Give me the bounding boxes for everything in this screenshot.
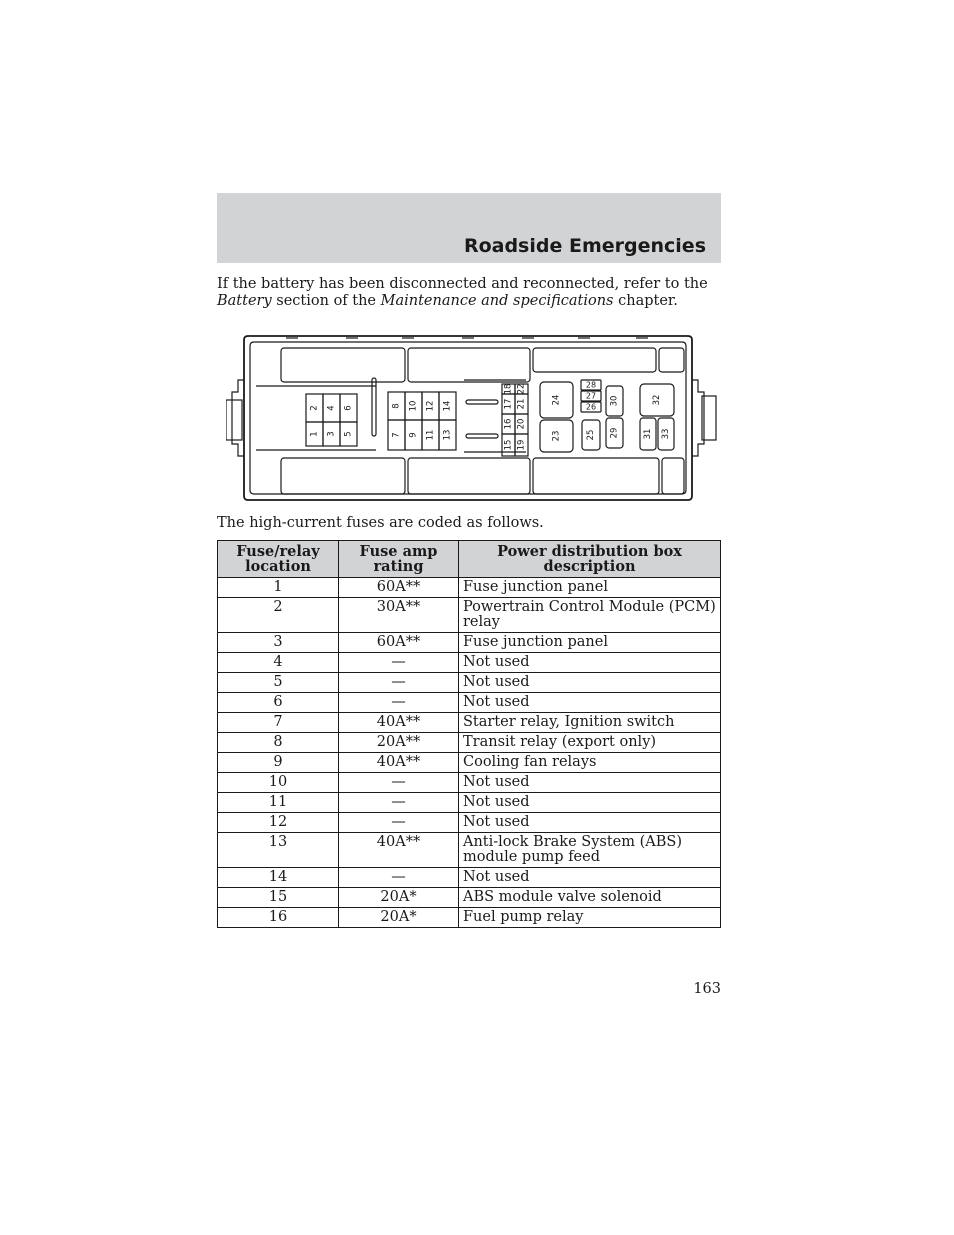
table-row (218, 888, 721, 908)
cell-description: Not used (459, 693, 721, 713)
fuse-label: 13 (442, 429, 453, 441)
cell-rating: 40A** (339, 713, 459, 733)
cell-rating: — (339, 868, 459, 888)
cell-description: Fuel pump relay (459, 908, 721, 928)
cell-rating: 40A** (339, 753, 459, 773)
intro-battery-ref: Battery (217, 293, 272, 309)
cell-location: 13 (218, 833, 339, 868)
fuse-label: 33 (661, 428, 671, 440)
fuse-label: 8 (391, 403, 402, 409)
cell-rating: 30A** (339, 598, 459, 633)
cell-location: 6 (218, 693, 339, 713)
cell-description: Not used (459, 653, 721, 673)
cell-location: 7 (218, 713, 339, 733)
cell-location: 2 (218, 598, 339, 633)
cell-description: Cooling fan relays (459, 753, 721, 773)
table-row (218, 773, 721, 793)
table-row (218, 693, 721, 713)
cell-description: Not used (459, 673, 721, 693)
fuse-label: 4 (326, 405, 337, 411)
table-row (218, 673, 721, 693)
cell-location: 16 (218, 908, 339, 928)
cell-description: Transit relay (export only) (459, 733, 721, 753)
fuse-label: 9 (408, 432, 419, 438)
section-title: Roadside Emergencies (463, 235, 706, 257)
fuse-label: 25 (586, 429, 596, 441)
intro-chapter-ref: Maintenance and specifications (380, 293, 614, 309)
fuse-label: 20 (516, 418, 527, 430)
fuse-box-diagram (226, 330, 718, 502)
fuse-label: 32 (652, 394, 662, 406)
cell-location: 4 (218, 653, 339, 673)
cell-rating: — (339, 693, 459, 713)
cell-location: 15 (218, 888, 339, 908)
cell-description: Anti-lock Brake System (ABS) module pump feed (459, 833, 721, 868)
cell-rating: 20A* (339, 888, 459, 908)
fuse-label: 30 (609, 395, 620, 407)
fuse-label: 16 (503, 418, 514, 430)
cell-description: Not used (459, 813, 721, 833)
fuse-label: 14 (442, 400, 453, 412)
table-row (218, 753, 721, 773)
fuse-label: 5 (343, 431, 354, 437)
fuse-label: 29 (609, 427, 620, 439)
cell-description: Starter relay, Ignition switch (459, 713, 721, 733)
cell-location: 9 (218, 753, 339, 773)
fuse-label: 19 (516, 439, 527, 451)
page-number: 163 (693, 981, 721, 997)
cell-rating: — (339, 813, 459, 833)
fuse-label: 7 (391, 432, 402, 438)
cell-description: Not used (459, 868, 721, 888)
cell-description: Powertrain Control Module (PCM) relay (459, 598, 721, 633)
table-caption: The high-current fuses are coded as follows. (217, 515, 544, 531)
cell-rating: 60A** (339, 633, 459, 653)
table-row (218, 813, 721, 833)
cell-description: ABS module valve solenoid (459, 888, 721, 908)
fuse-label: 15 (503, 439, 514, 451)
cell-description: Fuse junction panel (459, 633, 721, 653)
fuse-table-header-row (218, 541, 721, 578)
fuse-label: 18 (503, 383, 514, 395)
table-row (218, 833, 721, 868)
fuse-label: 28 (585, 380, 597, 390)
table-row (218, 578, 721, 598)
cell-rating: — (339, 773, 459, 793)
table-row (218, 733, 721, 753)
table-row (218, 713, 721, 733)
column-header-description: Power distribution box description (459, 541, 721, 578)
cell-rating: 40A** (339, 833, 459, 868)
cell-location: 3 (218, 633, 339, 653)
cell-rating: 20A** (339, 733, 459, 753)
fuse-label: 23 (551, 430, 562, 442)
column-header-location: Fuse/relay location (218, 541, 339, 578)
cell-rating: 60A** (339, 578, 459, 598)
column-header-rating: Fuse amp rating (339, 541, 459, 578)
cell-location: 5 (218, 673, 339, 693)
table-row (218, 908, 721, 928)
intro-text-2: section of the (271, 293, 381, 309)
cell-location: 8 (218, 733, 339, 753)
fuse-label: 21 (516, 398, 527, 410)
cell-description: Not used (459, 773, 721, 793)
table-row (218, 633, 721, 653)
cell-location: 10 (218, 773, 339, 793)
fuse-label: 3 (326, 431, 337, 437)
cell-location: 12 (218, 813, 339, 833)
section-header (217, 193, 721, 263)
intro-text-1: If the battery has been disconnected and reconnected, refer to the (217, 276, 708, 292)
fuse-label: 10 (408, 400, 419, 412)
cell-description: Not used (459, 793, 721, 813)
fuse-label: 2 (309, 405, 320, 411)
fuse-label: 17 (503, 398, 514, 410)
fuse-label: 6 (343, 405, 354, 411)
fuse-table (217, 540, 721, 928)
fuse-label: 22 (516, 383, 527, 395)
table-row (218, 598, 721, 633)
table-row (218, 868, 721, 888)
cell-rating: 20A* (339, 908, 459, 928)
fuse-label: 11 (425, 429, 436, 441)
cell-rating: — (339, 793, 459, 813)
intro-text-3: chapter. (613, 293, 678, 309)
fuse-label: 1 (309, 431, 320, 437)
fuse-label: 12 (425, 400, 436, 412)
fuse-label: 31 (643, 428, 653, 440)
fuse-label: 26 (585, 402, 597, 412)
table-row (218, 653, 721, 673)
intro-paragraph (217, 276, 721, 310)
cell-location: 1 (218, 578, 339, 598)
table-row (218, 793, 721, 813)
cell-rating: — (339, 653, 459, 673)
fuse-label: 27 (585, 391, 597, 401)
cell-description: Fuse junction panel (459, 578, 721, 598)
cell-location: 11 (218, 793, 339, 813)
fuse-label: 24 (551, 394, 562, 406)
cell-location: 14 (218, 868, 339, 888)
cell-rating: — (339, 673, 459, 693)
